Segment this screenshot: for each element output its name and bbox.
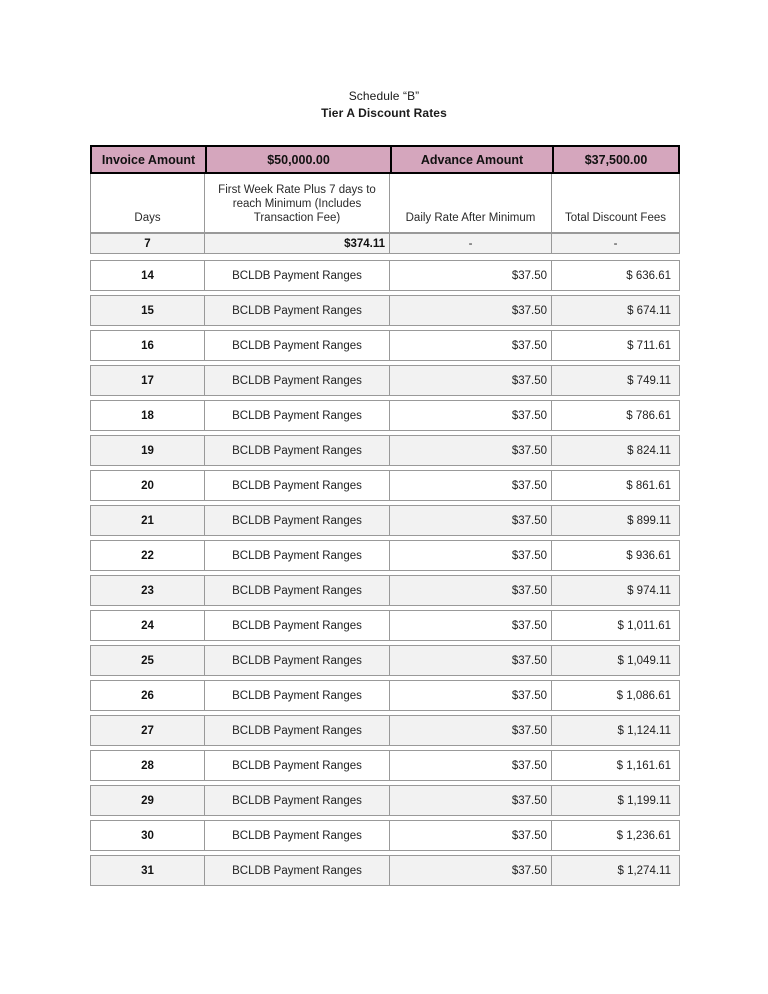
day-cell: 23: [141, 584, 154, 597]
daily-rate-cell: $37.50: [389, 541, 551, 570]
daily-rate-cell: $37.50: [389, 261, 551, 290]
days-column-header: Days: [134, 212, 161, 224]
daily-rate-cell: $37.50: [389, 436, 551, 465]
table-row: [90, 610, 680, 641]
total-fee-cell: $ 1,086.61: [551, 681, 679, 710]
payment-range-cell: BCLDB Payment Ranges: [204, 646, 389, 675]
table-row: [90, 435, 680, 466]
table-row: [90, 295, 680, 326]
table-row: [90, 750, 680, 781]
total-fees-column-header: Total Discount Fees: [551, 174, 679, 232]
total-fee-cell: $ 861.61: [551, 471, 679, 500]
day-cell: 24: [141, 619, 154, 632]
day-cell: 7: [144, 237, 151, 250]
payment-range-cell: BCLDB Payment Ranges: [204, 401, 389, 430]
table-row: [90, 645, 680, 676]
payment-range-cell: BCLDB Payment Ranges: [204, 751, 389, 780]
day-cell: 26: [141, 689, 154, 702]
day-cell: 19: [141, 444, 154, 457]
table-row: [90, 540, 680, 571]
advance-amount-header-cell: Advance Amount: [390, 147, 552, 172]
day-cell: 28: [141, 759, 154, 772]
day-cell: 21: [141, 514, 154, 527]
table-row: [90, 400, 680, 431]
daily-rate-cell: $37.50: [389, 786, 551, 815]
total-fee-cell: $ 674.11: [551, 296, 679, 325]
table-row: [90, 365, 680, 396]
total-fee-cell: $ 1,199.11: [551, 786, 679, 815]
day-cell: 16: [141, 339, 154, 352]
table-row: [90, 330, 680, 361]
advance-amount-value-cell: $37,500.00: [552, 147, 678, 172]
total-fee-cell: $ 786.61: [551, 401, 679, 430]
invoice-amount-value-cell: $50,000.00: [205, 147, 390, 172]
minimum-week-row: [90, 233, 680, 254]
payment-range-cell: BCLDB Payment Ranges: [204, 506, 389, 535]
payment-range-cell: BCLDB Payment Ranges: [204, 856, 389, 885]
daily-rate-cell: $37.50: [389, 401, 551, 430]
document-title: Schedule “B”: [348, 89, 420, 103]
daily-rate-cell: $37.50: [389, 751, 551, 780]
daily-rate-column-header: Daily Rate After Minimum: [389, 174, 551, 232]
table-body: [90, 260, 680, 886]
day-cell: 25: [141, 654, 154, 667]
daily-rate-cell: $37.50: [389, 821, 551, 850]
day-cell: 22: [141, 549, 154, 562]
payment-range-cell: BCLDB Payment Ranges: [204, 436, 389, 465]
total-fee-cell: $ 936.61: [551, 541, 679, 570]
table-column-headers-row: [90, 174, 680, 233]
table-row: [90, 680, 680, 711]
day-cell: 18: [141, 409, 154, 422]
daily-rate-cell: -: [389, 234, 551, 253]
invoice-amount-header-cell: Invoice Amount: [101, 152, 196, 167]
daily-rate-cell: $37.50: [389, 611, 551, 640]
daily-rate-cell: $37.50: [389, 576, 551, 605]
table-row: [90, 470, 680, 501]
table-row: [90, 575, 680, 606]
total-fee-cell: $ 1,011.61: [551, 611, 679, 640]
daily-rate-cell: $37.50: [389, 646, 551, 675]
day-cell: 17: [141, 374, 154, 387]
total-fee-cell: $ 1,236.61: [551, 821, 679, 850]
first-week-rate-column-header: First Week Rate Plus 7 days to reach Minimum (Includes Transaction Fee): [204, 174, 389, 232]
day-cell: 27: [141, 724, 154, 737]
total-fee-cell: $ 636.61: [551, 261, 679, 290]
payment-range-cell: BCLDB Payment Ranges: [204, 366, 389, 395]
day-cell: 31: [141, 864, 154, 877]
daily-rate-cell: $37.50: [389, 296, 551, 325]
total-fee-cell: $ 1,049.11: [551, 646, 679, 675]
total-fee-cell: $ 824.11: [551, 436, 679, 465]
payment-range-cell: BCLDB Payment Ranges: [204, 681, 389, 710]
table-row: [90, 785, 680, 816]
day-cell: 15: [141, 304, 154, 317]
document-subtitle: Tier A Discount Rates: [321, 106, 447, 120]
day-cell: 30: [141, 829, 154, 842]
document-title-block: [0, 88, 768, 122]
total-fee-cell: $ 1,161.61: [551, 751, 679, 780]
payment-range-cell: BCLDB Payment Ranges: [204, 296, 389, 325]
total-fee-cell: $ 711.61: [551, 331, 679, 360]
total-fee-cell: $ 1,274.11: [551, 856, 679, 885]
table-row: [90, 715, 680, 746]
payment-range-cell: BCLDB Payment Ranges: [204, 611, 389, 640]
day-cell: 29: [141, 794, 154, 807]
table-row: [90, 855, 680, 886]
daily-rate-cell: $37.50: [389, 716, 551, 745]
total-fee-cell: $ 899.11: [551, 506, 679, 535]
payment-range-cell: BCLDB Payment Ranges: [204, 261, 389, 290]
payment-range-cell: BCLDB Payment Ranges: [204, 331, 389, 360]
table-top-header-row: [90, 145, 680, 174]
payment-range-cell: BCLDB Payment Ranges: [204, 786, 389, 815]
daily-rate-cell: $37.50: [389, 856, 551, 885]
payment-range-cell: BCLDB Payment Ranges: [204, 471, 389, 500]
daily-rate-cell: $37.50: [389, 471, 551, 500]
total-fee-cell: $ 974.11: [551, 576, 679, 605]
table-row: [90, 820, 680, 851]
table-row: [90, 505, 680, 536]
total-fee-cell: -: [551, 234, 679, 253]
daily-rate-cell: $37.50: [389, 681, 551, 710]
table-row: [90, 260, 680, 291]
payment-range-cell: BCLDB Payment Ranges: [204, 716, 389, 745]
payment-range-cell: BCLDB Payment Ranges: [204, 576, 389, 605]
daily-rate-cell: $37.50: [389, 331, 551, 360]
day-cell: 20: [141, 479, 154, 492]
payment-range-cell: BCLDB Payment Ranges: [204, 541, 389, 570]
daily-rate-cell: $37.50: [389, 506, 551, 535]
total-fee-cell: $ 1,124.11: [551, 716, 679, 745]
day-cell: 14: [141, 269, 154, 282]
total-fee-cell: $ 749.11: [551, 366, 679, 395]
payment-range-cell: BCLDB Payment Ranges: [204, 821, 389, 850]
daily-rate-cell: $37.50: [389, 366, 551, 395]
first-week-rate-cell: $374.11: [204, 234, 389, 253]
discount-rates-table: [90, 145, 680, 890]
